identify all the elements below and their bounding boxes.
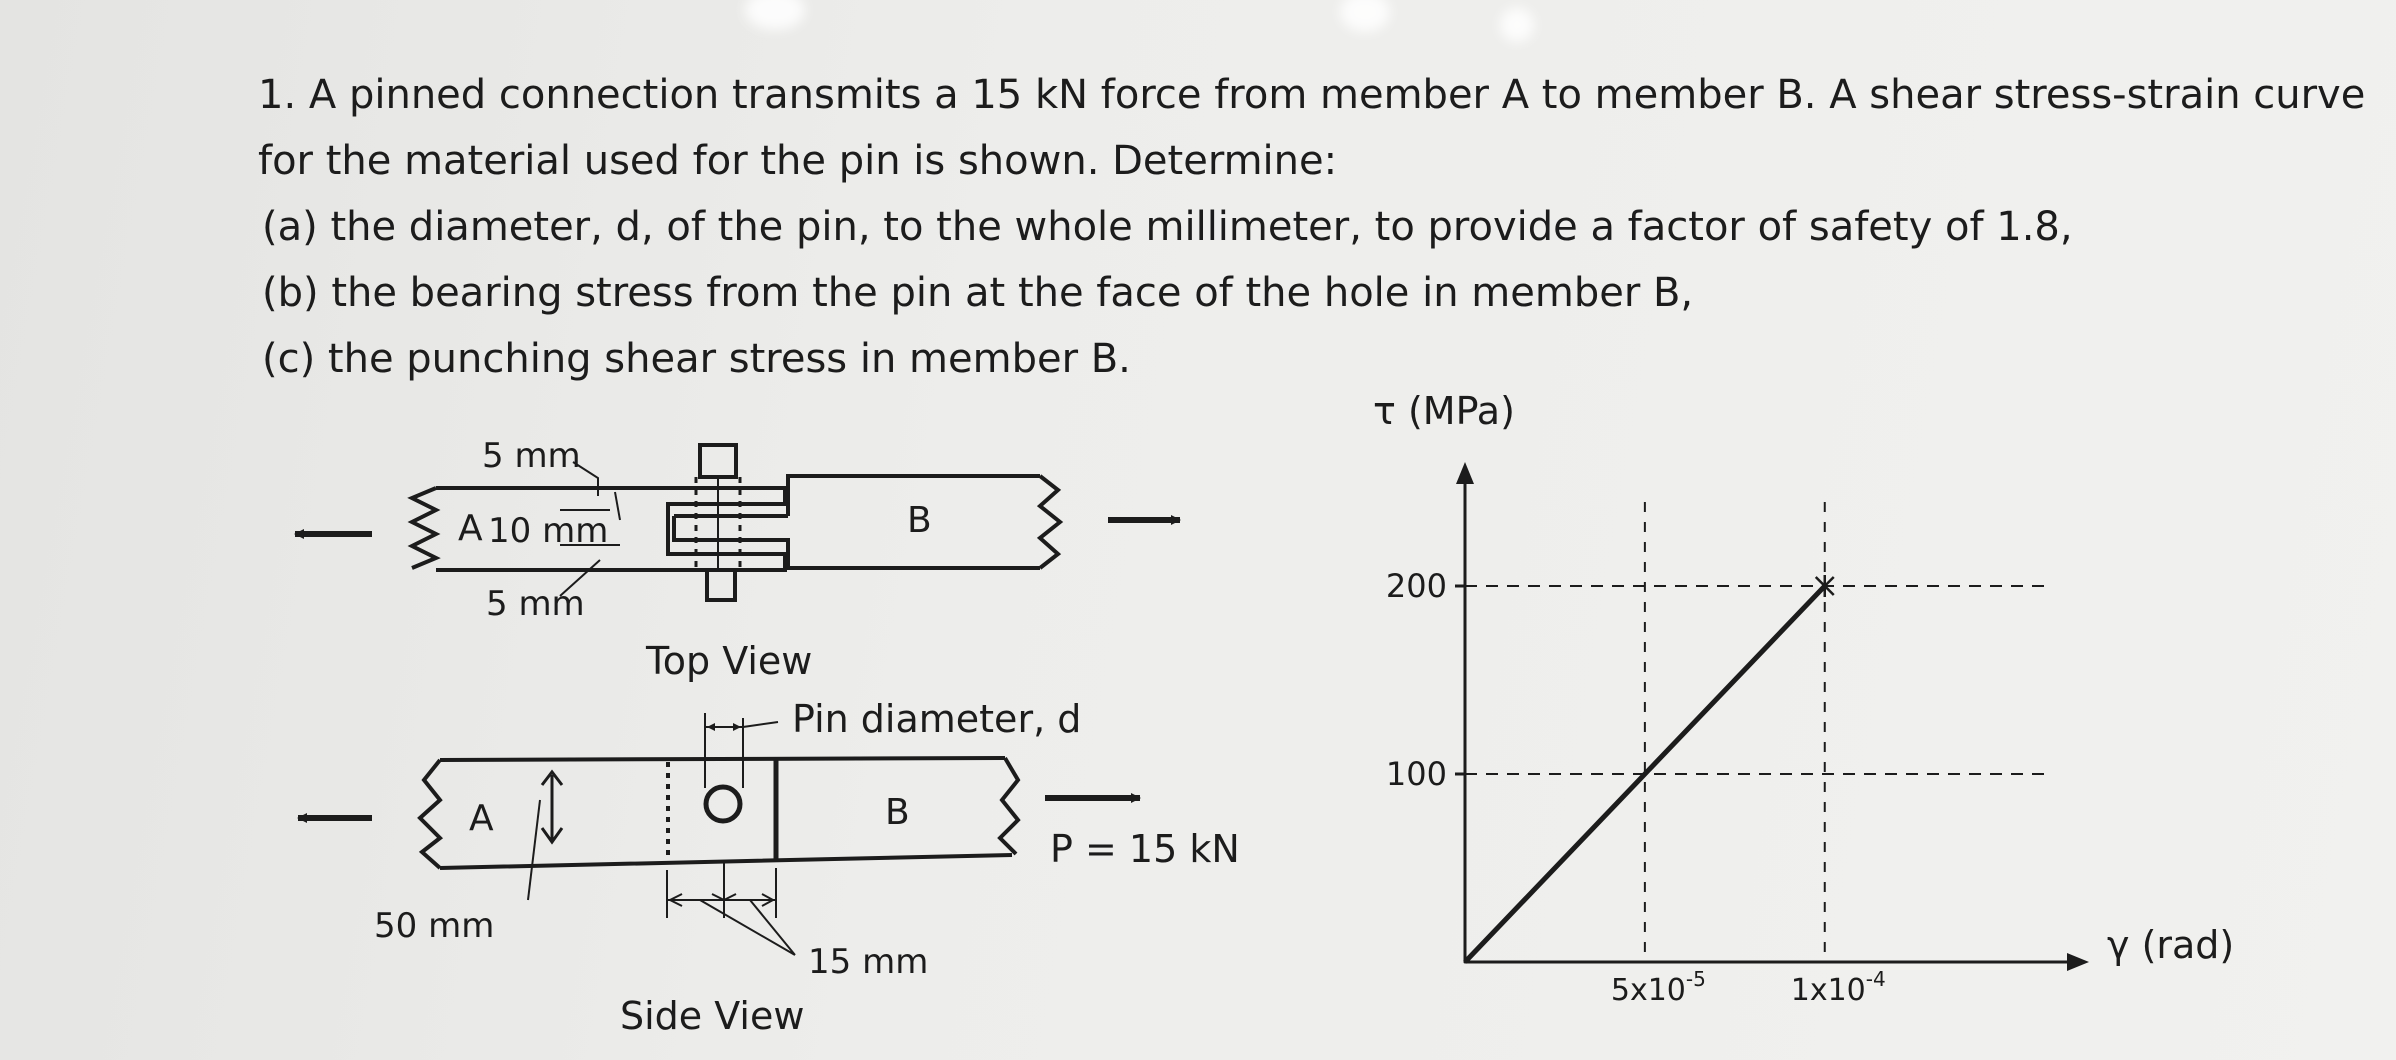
pin-tail — [707, 570, 735, 600]
side-dim-15mm: 15 mm — [808, 942, 929, 982]
side-member-a-label: A — [469, 798, 494, 839]
x-tick-label: $5x10^{-5}$ — [1610, 967, 1706, 1008]
top-member-b-label: B — [907, 500, 932, 541]
data-point — [1643, 773, 1646, 776]
problem-line-2: for the material used for the pin is shown. Determine: — [258, 138, 1338, 184]
part-c: (c) the punching shear stress in member B. — [262, 336, 1131, 382]
pin-diameter-label: Pin diameter, d — [792, 697, 1082, 741]
shear-stress-strain-chart — [1373, 389, 2234, 1008]
break-line-b — [1040, 476, 1060, 568]
x-tick-label: $1x10^{-4}$ — [1790, 967, 1886, 1008]
y-axis-arrowhead — [1456, 462, 1474, 484]
data-point — [1464, 961, 1467, 964]
side-view-title: Side View — [620, 994, 805, 1038]
force-label: P = 15 kN — [1050, 827, 1240, 871]
y-axis-label: τ (MPa) — [1373, 389, 1515, 433]
break-line-b — [1000, 758, 1018, 854]
x-axis-arrowhead — [2067, 953, 2089, 971]
side-plate-outline — [440, 758, 1012, 868]
top-dim-10mm: 10 mm — [488, 511, 609, 551]
x-axis-label: γ (rad) — [2107, 923, 2235, 967]
top-dim-5mm-top: 5 mm — [482, 436, 581, 476]
part-b: (b) the bearing stress from the pin at the face of the hole in member B, — [262, 270, 1694, 316]
problem-line-1: 1. A pinned connection transmits a 15 kN force from member A to member B. A shear stress-strain curve — [258, 72, 2366, 118]
y-tick-label: 100 — [1385, 755, 1447, 793]
top-member-a-label: A — [458, 508, 483, 549]
pin-hole — [706, 787, 740, 821]
top-view-diagram — [295, 445, 1180, 600]
part-a: (a) the diameter, d, of the pin, to the whole millimeter, to provide a factor of safety of 1.8, — [262, 204, 2073, 250]
top-dim-5mm-bottom: 5 mm — [486, 584, 585, 624]
break-line-a — [412, 488, 436, 568]
pin-head — [700, 445, 736, 477]
y-tick-label: 200 — [1385, 567, 1447, 605]
break-line-a — [420, 760, 440, 868]
top-view-title: Top View — [646, 639, 813, 683]
side-member-b-label: B — [885, 792, 910, 833]
side-dim-50mm: 50 mm — [374, 906, 495, 946]
